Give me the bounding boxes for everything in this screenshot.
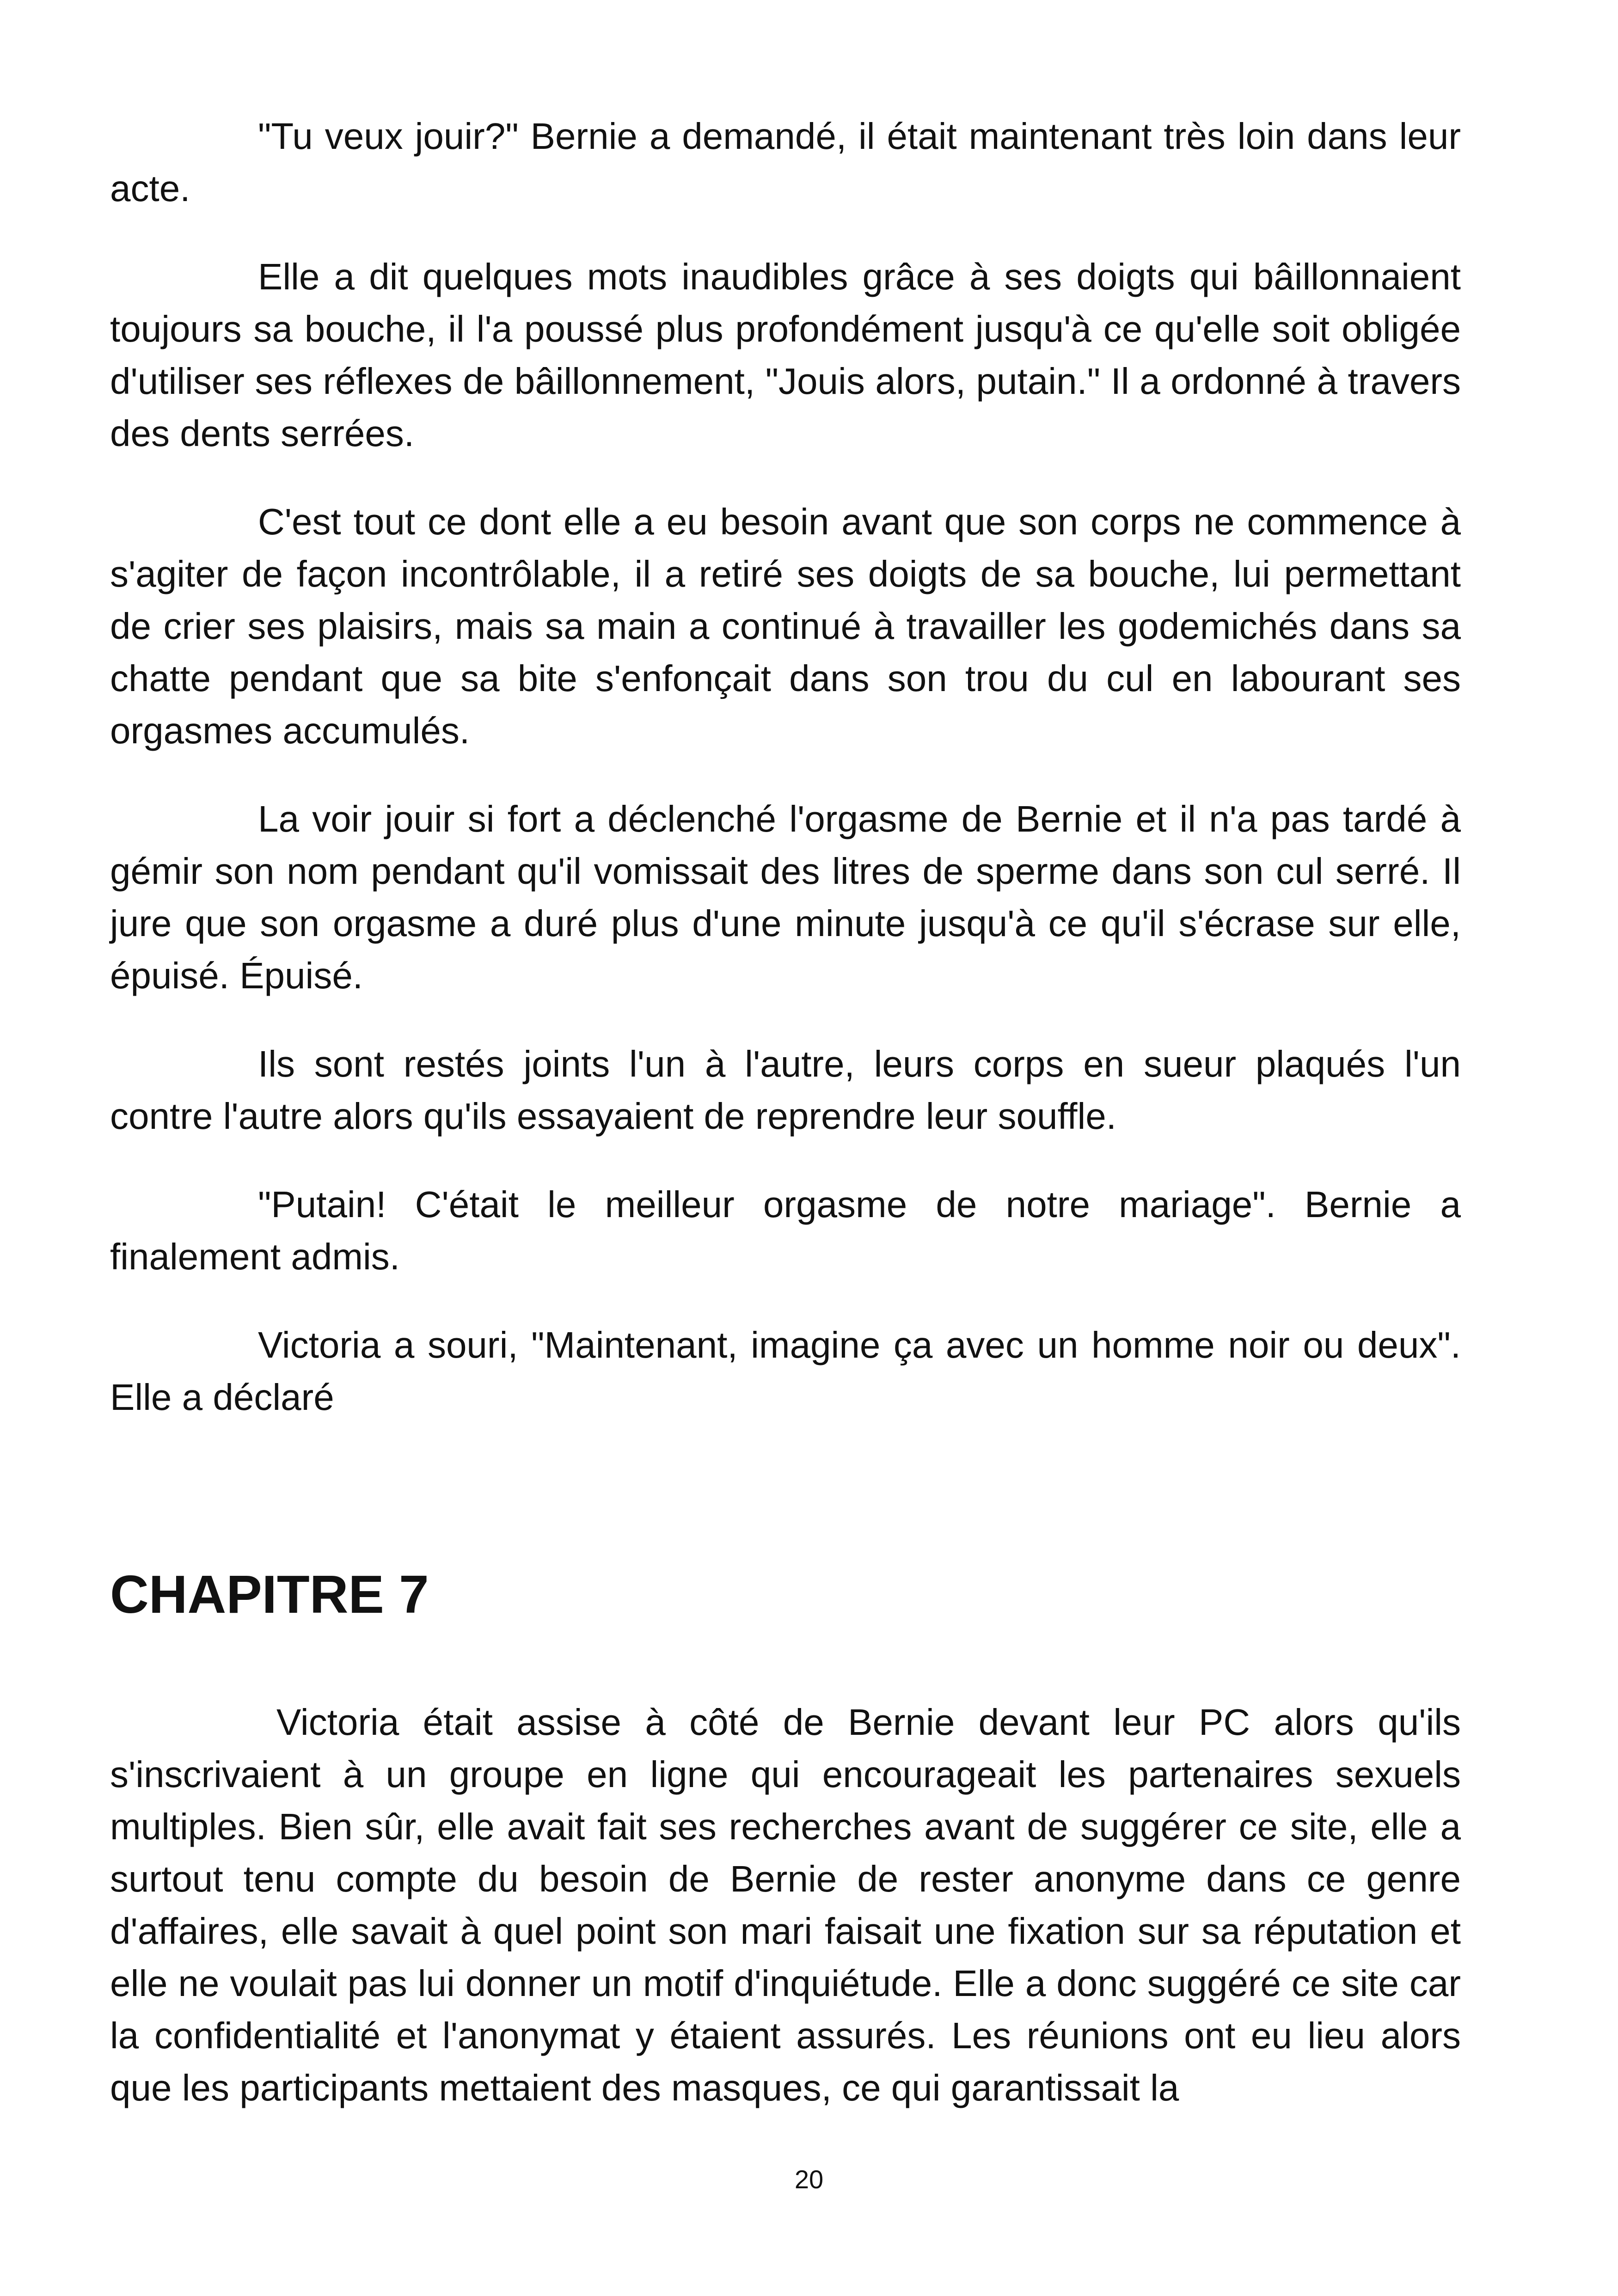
paragraph: Victoria a souri, "Maintenant, imagine ça avec un homme noir ou deux". Elle a déclaré: [110, 1324, 1461, 1418]
paragraph: Ils sont restés joints l'un à l'autre, leurs corps en sueur plaqués l'un contre l'autre alors qu'ils essayaient de reprendre leur souffle.: [110, 1043, 1461, 1137]
page-body: [110, 110, 1461, 2150]
paragraph: C'est tout ce dont elle a eu besoin avant que son corps ne commence à s'agiter de façon incontrôlable, il a retiré ses doigts de sa bouche, lui permettant de crier ses plaisirs, mais sa main a continué à travailler les godemichés dans sa chatte pendant que sa bite s'enfonçait dans son trou du cul en labourant ses orgasmes accumulés.: [110, 501, 1461, 751]
paragraph: "Tu veux jouir?" Bernie a demandé, il était maintenant très loin dans leur acte.: [110, 116, 1461, 209]
paragraph: "Putain! C'était le meilleur orgasme de notre mariage". Bernie a finalement admis.: [110, 1184, 1461, 1277]
chapter-title: CHAPITRE 7: [110, 1564, 429, 1624]
paragraph: La voir jouir si fort a déclenché l'orgasme de Bernie et il n'a pas tardé à gémir son nom pendant qu'il vomissait des litres de sperme dans son cul serré. Il jure que son orgasme a duré plus d'une minute jusqu'à ce qu'il s'écrase sur elle, épuisé. Épuisé.: [110, 798, 1461, 996]
paragraph: Victoria était assise à côté de Bernie devant leur PC alors qu'ils s'inscrivaient à un groupe en ligne qui encourageait les partenaires sexuels multiples. Bien sûr, elle avait fait ses recherches avant de suggérer ce site, elle a surtout tenu compte du besoin de Bernie de rester anonyme dans ce genre d'affaires, elle savait à quel point son mari faisait une fixation sur sa réputation et elle ne voulait pas lui donner un motif d'inquiétude. Elle a donc suggéré ce site car la confidentialité et l'anonymat y étaient assurés. Les réunions ont eu lieu alors que les participants mettaient des masques, ce qui garantissait la: [110, 1702, 1461, 2108]
paragraph: Elle a dit quelques mots inaudibles grâce à ses doigts qui bâillonnaient toujours sa bouche, il l'a poussé plus profondément jusqu'à ce qu'elle soit obligée d'utiliser ses réflexes de bâillonnement, "Jouis alors, putain." Il a ordonné à travers des dents serrées.: [110, 256, 1461, 454]
page-number: 20: [794, 2165, 824, 2194]
